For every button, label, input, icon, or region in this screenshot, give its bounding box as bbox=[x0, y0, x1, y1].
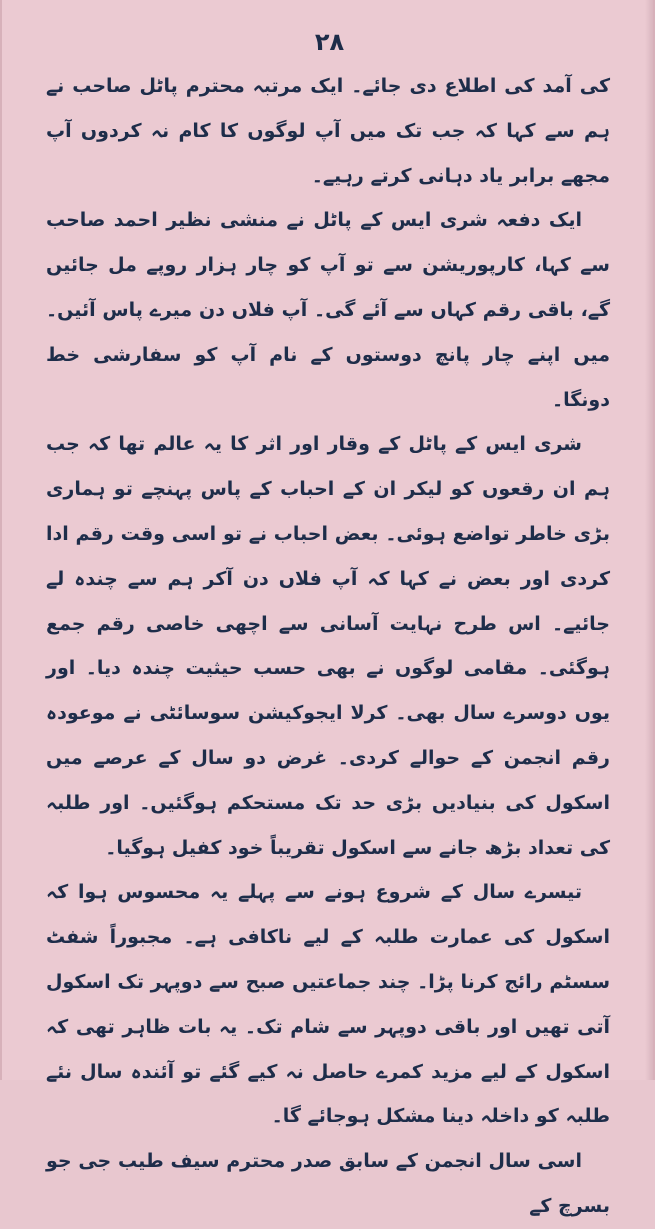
page-edge-shadow bbox=[645, 0, 653, 1080]
paragraph-donations: شری ایس کے پاٹل کے وقار اور اثر کا یہ عالم تھا کہ جب ہم ان رقعوں کو لیکر ان کے احباب کے پاس پہنچے تو ہماری بڑی خاطر تواضع ہوئی۔ بعض احباب نے تو اسی وقت رقم ادا کردی اور بعض نے کہا کہ آپ فلاں دن آکر ہم سے چندہ لے جائیے۔ اس طرح نہایت آسانی سے اچھی خاصی رقم جمع ہوگئی۔ مقامی لوگوں نے بھی حسب حیثیت چندہ دیا۔ اور یوں دوسرے سال بھی۔ کرلا ایجوکیشن سوسائٹی نے موعودہ رقم انجمن کے حوالے کردی۔ غرض دو سال کے عرصے میں اسکول کی بنیادیں بڑی حد تک مستحکم ہوگئیں۔ اور طلبہ کی تعداد بڑھ جانے سے اسکول تقریباً خود کفیل ہوگیا۔ bbox=[46, 433, 610, 859]
page-body bbox=[46, 64, 610, 1229]
paragraph-former-president: اسی سال انجمن کے سابق صدر محترم سیف طیب جی جو بسرچ کے bbox=[46, 1150, 610, 1217]
page-number: ۲۸ bbox=[314, 28, 345, 56]
paragraph-patil-advice: ایک دفعہ شری ایس کے پاٹل نے منشی نظیر احمد صاحب سے کہا، کارپوریشن سے تو آپ کو چار ہزار روپے مل جائیں گے، باقی رقم کہاں سے آئے گی۔ آپ فلاں دن میرے پاس آئیں۔ میں اپنے چار پانچ دوستوں کے نام آپ کو سفارشی خط دونگا۔ bbox=[46, 209, 610, 411]
paragraph-shift-system: تیسرے سال کے شروع ہونے سے پہلے یہ محسوس ہوا کہ اسکول کی عمارت طلبہ کے لیے ناکافی ہے۔ مجبوراً شفٹ سسٹم رائج کرنا پڑا۔ چند جماعتیں صبح سے دوپہر تک اسکول آتی تھیں اور باقی دوپہر سے شام تک۔ یہ بات ظاہر تھی کہ اسکول کے لیے مزید کمرے حاصل نہ کیے گئے تو آئندہ سال نئے طلبہ کو داخلہ دینا مشکل ہوجائے گا۔ bbox=[46, 881, 610, 1128]
paragraph-continuation: کی آمد کی اطلاع دی جائے۔ ایک مرتبہ محترم پاٹل صاحب نے ہم سے کہا کہ جب تک میں آپ لوگوں کا کام نہ کردوں آپ مجھے برابر یاد دہانی کرتے رہیے۔ bbox=[46, 75, 610, 187]
